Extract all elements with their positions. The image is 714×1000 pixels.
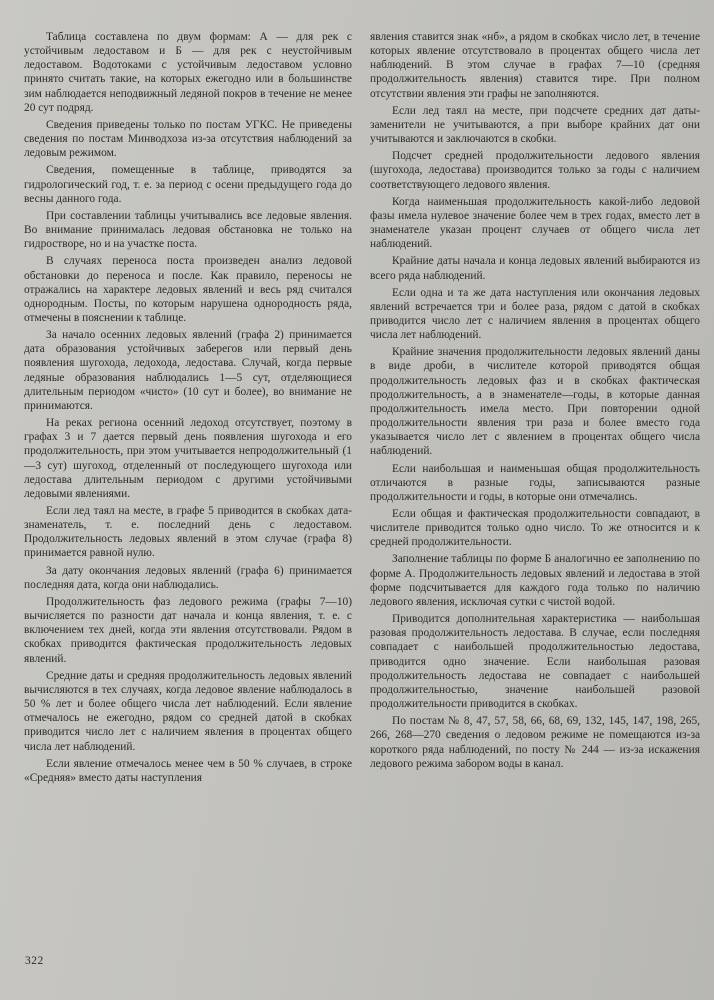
paragraph: Если одна и та же дата наступления или окончания ледовых явлений встречается три и более раза, рядом с датой в скобках приводится число лет с наличием явления в процентах общего числа лет наблюдений.	[370, 286, 700, 342]
paragraph: Сведения, помещенные в таблице, приводятся за гидрологический год, т. е. за период с осени предыдущего года до весны данного года.	[24, 164, 352, 205]
paragraph: Если лед таял на месте, при подсчете средних дат даты-заменители не учитываются, а при выборе крайних дат они учитываются и заключаются в скобки.	[370, 104, 700, 146]
left-text-column	[24, 30, 352, 788]
paragraph: Приводится дополнительная характеристика — наибольшая разовая продолжительность ледостава. В случае, если последняя совпадает с наибольшей продолжительностью ледостава, приводится одно значение. Если наибольшая разовая продолжительность ледостава не совпадает с наибольшей продолжительностью, значение наибольшей разовой продолжительности приводится в скобках.	[370, 613, 700, 711]
paragraph: Заполнение таблицы по форме Б аналогично ее заполнению по форме А. Продолжительность ледовых явлений и ледостава в этой форме подсчитывается для каждого года только по наличию ледового явления, исключая сутки с чистой водой.	[370, 553, 700, 608]
paragraph: Подсчет средней продолжительности ледового явления (шугохода, ледостава) производится только за годы с наличием соответствующего ледового явления.	[370, 150, 700, 191]
paragraph: Продолжительность фаз ледового режима (графы 7—10) вычисляется по разности дат начала и конца явления, т. е. с включением тех дней, когда эти явления отсутствовали. Рядом в скобках приводится фактическая продолжительность ледовых явлений.	[24, 595, 352, 665]
paragraph: На реках региона осенний ледоход отсутствует, поэтому в графах 3 и 7 дается первый день появления шугохода и его продолжительность, при этом учитывается непродолжительный (1—3 сут) шугоход, отделенный от последующего шугохода или ледостава длительным периодом с другими устойчивыми ледовыми явлениями.	[24, 417, 352, 500]
paragraph: За начало осенних ледовых явлений (графа 2) принимается дата образования устойчивых заберегов или первый день появления шугохода, ледохода, ледостава. Случай, когда первые ледяные образования наблюдались 1—5 сут, отделяющиеся длительным периодом «чисто» (10 сут и более), во внимание не принимаются.	[24, 329, 352, 412]
paragraph: При составлении таблицы учитывались все ледовые явления. Во внимание принималась ледовая обстановка не только на гидростворе, но и на участке поста.	[24, 209, 352, 251]
paragraph: Таблица составлена по двум формам: А — для рек с устойчивым ледоставом и Б — для рек с неустойчивым ледоставом. Водотоками с устойчивым ледоставом условно принято считать такие, на которых ежегодно или в большинстве зим наблюдается неподвижный ледяной покров в течение не менее 20 сут подряд.	[24, 31, 352, 114]
paragraph: Крайние значения продолжительности ледовых явлений даны в виде дроби, в числителе которой приводятся общая продолжительность ледовых фаз и в скобках фактическая продолжительность, а в знаменателе—годы, в которые данная продолжительность имела место. При повторении одной продолжительности явления три раза и более вместо года указывается число лет с явлением в процентах общего числа наблюдений.	[370, 346, 700, 458]
paragraph: Сведения приведены только по постам УГКС. Не приведены сведения по постам Минводхоза из-за отсутствия наблюдений за ледовым режимом.	[24, 118, 352, 160]
paragraph-continued: явления ставится знак «нб», а рядом в скобках число лет, в течение которых явление отсутствовало в процентах общего числа лет наблюдений. В этом случае в графах 7—10 (средняя продолжительность явления) ставится тире. При полном отсутствии явления эти графы не заполняются.	[370, 31, 700, 100]
paragraph: Крайние даты начала и конца ледовых явлений выбираются из всего ряда наблюдений.	[370, 255, 700, 282]
paragraph: По постам № 8, 47, 57, 58, 66, 68, 69, 132, 145, 147, 198, 265, 266, 268—270 сведения о ледовом режиме не помещаются из-за короткого ряда наблюдений, по посту № 244 — из-за искажения ледового режима забором воды в канал.	[370, 715, 700, 770]
paragraph: Если лед таял на месте, в графе 5 приводится в скобках дата-знаменатель, т. е. последний день с ледоставом. Продолжительность ледовых явлений в этом случае (графа 8) принимается равной нулю.	[24, 505, 352, 560]
page-number: 322	[25, 955, 44, 967]
paragraph: Когда наименьшая продолжительность какой-либо ледовой фазы имела нулевое значение более чем в трех годах, вместо лет в знаменателе указан процент случаев от общего числа лет наблюдений.	[370, 195, 700, 251]
right-text-column	[370, 30, 700, 774]
paragraph: За дату окончания ледовых явлений (графа 6) принимается последняя дата, когда они наблюдались.	[24, 564, 352, 591]
paragraph: Если наибольшая и наименьшая общая продолжительность отличаются в разные годы, записываются разные продолжительности и годы, в которые они отмечались.	[370, 462, 700, 503]
paragraph: Если общая и фактическая продолжительности совпадают, в числителе приводится только одно число. То же относится и к средней продолжительности.	[370, 508, 700, 549]
paragraph: В случаях переноса поста произведен анализ ледовой обстановки до переноса и после. Как правило, переносы не отражались на характере ледовых явлений и весь ряд считался однородным. Посты, по которым нарушена однородность ряда, отмечены в пояснении к таблице.	[24, 255, 352, 324]
paragraph: Если явление отмечалось менее чем в 50 % случаев, в строке «Средняя» вместо даты наступления	[24, 757, 352, 784]
paragraph: Средние даты и средняя продолжительность ледовых явлений вычисляются в тех случаях, когда ледовое явление наблюдалось в 50 % лет и более общего числа лет наблюдений. Если явление отмечалось не ежегодно, рядом со средней датой в скобках приводится число лет с наличием явления в процентах общего числа лет наблюдений.	[24, 669, 352, 753]
